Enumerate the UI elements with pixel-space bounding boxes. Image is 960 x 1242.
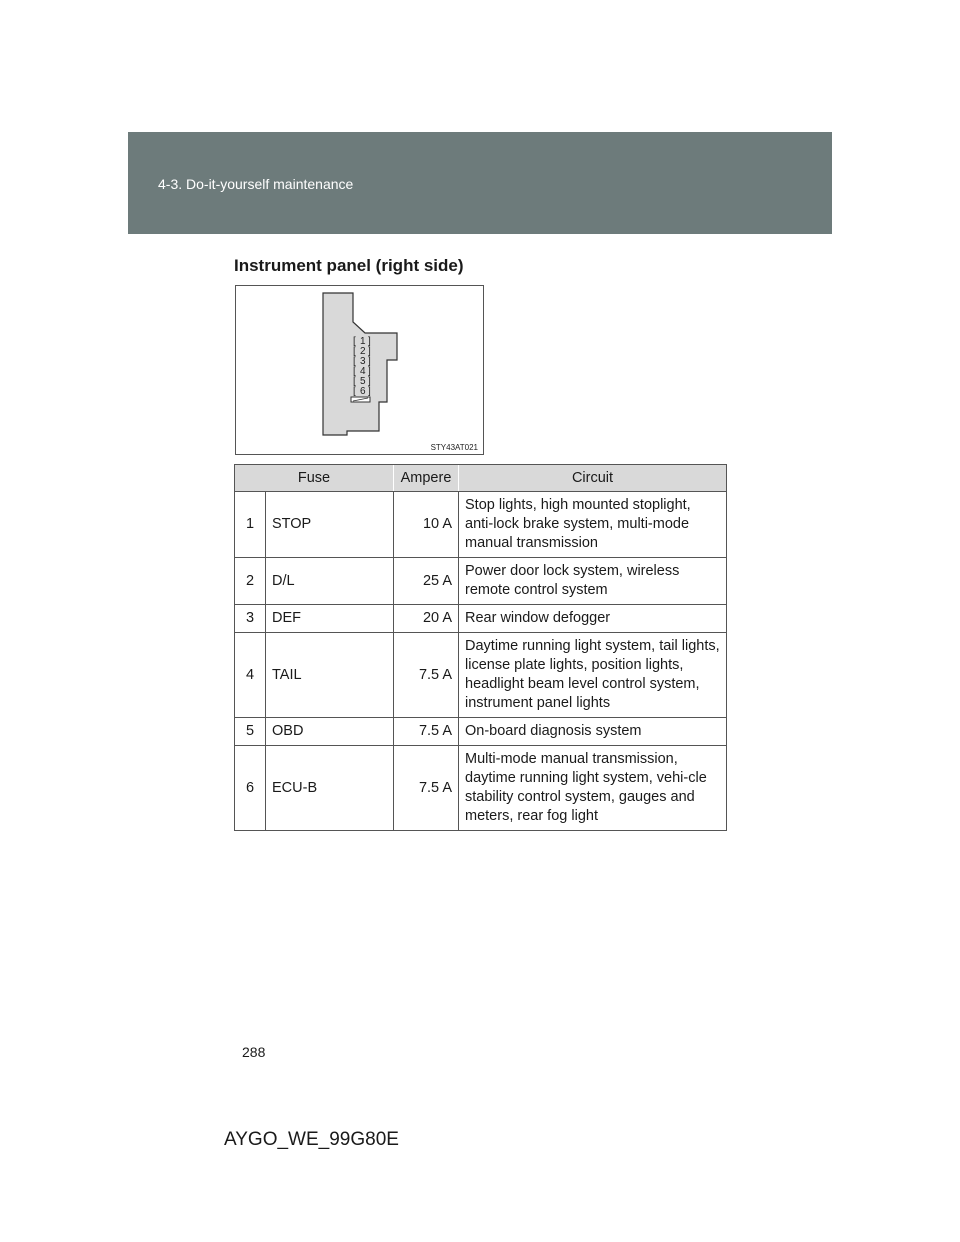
fuse-name: STOP: [266, 492, 394, 558]
document-code: AYGO_WE_99G80E: [224, 1129, 399, 1150]
fuse-slot-bracket-right: ]: [368, 376, 371, 387]
fuse-slot-bracket-right: ]: [368, 346, 371, 357]
fuse-slot-label: 6: [360, 386, 366, 397]
fuse-circuit: Rear window defogger: [459, 605, 727, 633]
fuse-name: TAIL: [266, 633, 394, 718]
section-header: [128, 132, 832, 234]
fuse-number: 2: [235, 558, 266, 605]
fuse-ampere: 20 A: [394, 605, 459, 633]
fuse-circuit: Daytime running light system, tail lights, license plate lights, position lights, headlight beam level control system, instrument panel lights: [459, 633, 727, 718]
table-header-row: [235, 465, 727, 492]
table-row: [235, 746, 727, 831]
page-number: 288: [242, 1044, 266, 1060]
fuse-name: D/L: [266, 558, 394, 605]
table-row: [235, 605, 727, 633]
fuse-ampere: 7.5 A: [394, 718, 459, 746]
fuse-number: 1: [235, 492, 266, 558]
fuse-slot-label: 2: [360, 346, 366, 357]
fuse-circuit: Multi-mode manual transmission, daytime running light system, vehi-cle stability control system, gauges and meters, rear fog light: [459, 746, 727, 831]
fuse-circuit: Power door lock system, wireless remote control system: [459, 558, 727, 605]
fuse-slot-bracket-right: ]: [368, 366, 371, 377]
fuse-slot-label: 5: [360, 376, 366, 387]
fuse-box-figure: [235, 285, 484, 455]
table-row: [235, 558, 727, 605]
fuse-slot-bracket-left: [: [353, 346, 356, 357]
fuse-ampere: 10 A: [394, 492, 459, 558]
table-row: [235, 492, 727, 558]
fuse-number: 5: [235, 718, 266, 746]
fuse-number: 3: [235, 605, 266, 633]
fuse-slot-label: 3: [360, 356, 366, 367]
table-row: [235, 633, 727, 718]
header-circuit: Circuit: [459, 465, 727, 492]
fuse-slot-bracket-right: ]: [368, 356, 371, 367]
fuse-circuit: On-board diagnosis system: [459, 718, 727, 746]
figure-code: STY43AT021: [430, 443, 478, 452]
fuse-number: 4: [235, 633, 266, 718]
header-fuse: Fuse: [235, 465, 394, 492]
fuse-slot-label: 4: [360, 366, 366, 377]
section-title: 4-3. Do-it-yourself maintenance: [158, 176, 354, 192]
table-row: [235, 718, 727, 746]
fuse-name: DEF: [266, 605, 394, 633]
fuse-name: ECU-B: [266, 746, 394, 831]
fuse-slot-bracket-left: [: [353, 336, 356, 347]
fuse-slot-bracket-right: ]: [368, 386, 371, 397]
fuse-number: 6: [235, 746, 266, 831]
fuse-name: OBD: [266, 718, 394, 746]
fuse-ampere: 7.5 A: [394, 633, 459, 718]
fuse-slots: [353, 336, 371, 397]
fuse-ampere: 25 A: [394, 558, 459, 605]
fuse-ampere: 7.5 A: [394, 746, 459, 831]
header-ampere: Ampere: [394, 465, 459, 492]
page-subtitle: Instrument panel (right side): [234, 256, 464, 275]
fuse-box-diagram: [236, 286, 485, 456]
fuse-table: [234, 464, 727, 831]
fuse-slot-bracket-left: [: [353, 366, 356, 377]
fuse-slot-bracket-left: [: [353, 376, 356, 387]
fuse-slot-bracket-left: [: [353, 386, 356, 397]
fuse-slot-bracket-right: ]: [368, 336, 371, 347]
fuse-slot-label: 1: [360, 336, 366, 347]
fuse-slot-bracket-left: [: [353, 356, 356, 367]
fuse-circuit: Stop lights, high mounted stoplight, anti-lock brake system, multi-mode manual transmission: [459, 492, 727, 558]
